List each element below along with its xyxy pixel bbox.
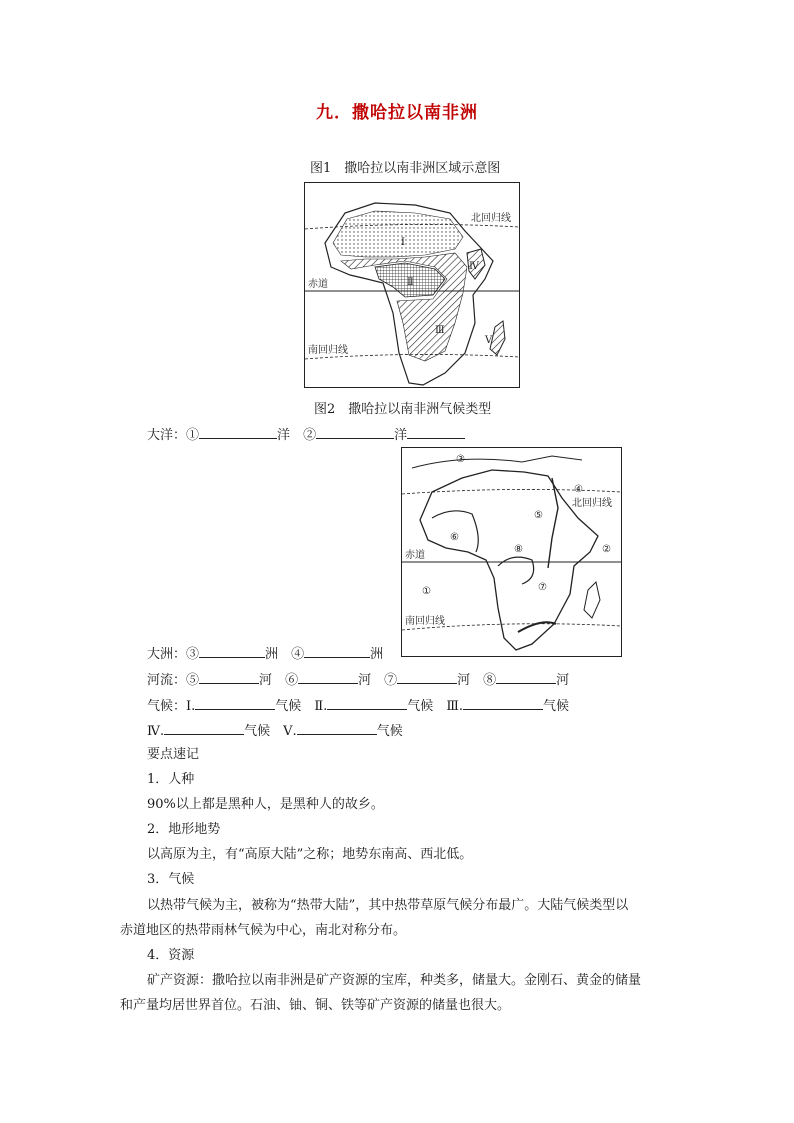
section-4-body-2: 和产量均居世界首位。石油、铀、铜、铁等矿产资源的储量也很大。 [120, 998, 511, 1013]
ocean-1-blank[interactable] [199, 424, 277, 439]
region-i [333, 211, 463, 257]
marker-1: ① [422, 586, 431, 597]
tropic-north-label: 北回归线 [471, 213, 511, 224]
climate-4-blank[interactable] [164, 720, 244, 735]
region-v [490, 321, 505, 355]
ocean-fill-line: 大洋：① 洋 ② 洋 [147, 424, 465, 443]
climate-1-blank[interactable] [195, 695, 275, 710]
notes-heading: 要点速记 [147, 747, 200, 762]
river-fill-line: 河流：⑤ 河 ⑥ 河 ⑦ 河 ⑧ 河 [147, 669, 569, 688]
region-v-label: Ⅴ [485, 335, 493, 346]
continent-1-blank[interactable] [199, 643, 265, 658]
river-1-blank[interactable] [199, 669, 259, 684]
climate-fill-line-1: 气候：Ⅰ. 气候 Ⅱ. 气候 Ⅲ. 气候 [147, 695, 569, 714]
figure-2-map [401, 447, 622, 657]
tropic-south-label-2: 南回归线 [405, 616, 445, 627]
equator-label: 赤道 [308, 279, 328, 290]
region-i-label: Ⅰ [401, 237, 405, 248]
section-2-title: 2．地形地势 [147, 822, 221, 837]
river-2-blank[interactable] [298, 669, 358, 684]
page-title: 九．撒哈拉以南非洲 [316, 103, 478, 123]
marker-4: ④ [574, 484, 583, 495]
tropic-south-label: 南回归线 [308, 345, 348, 356]
climate-2-blank[interactable] [327, 695, 407, 710]
marker-8: ⑧ [514, 544, 523, 555]
equator-label-2: 赤道 [405, 550, 425, 561]
river-3-blank[interactable] [397, 669, 457, 684]
region-ii-label: Ⅱ [407, 277, 414, 288]
africa-outline-2 [420, 470, 598, 650]
tropic-north-label-2: 北回归线 [572, 498, 612, 509]
section-4-body-1: 矿产资源：撒哈拉以南非洲是矿产资源的宝库，种类多，储量大。金刚石、黄金的储量 [147, 973, 642, 988]
ocean-extra-blank[interactable] [407, 424, 465, 439]
section-4-title: 4．资源 [147, 948, 195, 963]
section-3-body-1: 以热带气候为主，被称为“热带大陆”，其中热带草原气候分布最广。大陆气候类型以 [147, 898, 629, 913]
ocean-2-blank[interactable] [316, 424, 394, 439]
marker-5: ⑤ [534, 510, 543, 521]
climate-3-blank[interactable] [463, 695, 543, 710]
continent-fill-line: 大洲：③ 洲 ④ 洲 [147, 643, 383, 662]
climate-fill-line-2: Ⅳ. 气候 Ⅴ. 气候 [147, 720, 403, 739]
europe-coast [412, 456, 582, 468]
marker-7: ⑦ [538, 582, 547, 593]
section-3-body-2: 赤道地区的热带雨林气候为中心，南北对称分布。 [120, 923, 407, 938]
marker-2: ② [602, 544, 611, 555]
section-3-title: 3．气候 [147, 872, 195, 887]
river-4-blank[interactable] [496, 669, 556, 684]
climate-5-blank[interactable] [297, 720, 377, 735]
section-2-body: 以高原为主，有“高原大陆”之称；地势东南高、西北低。 [147, 847, 473, 862]
section-1-title: 1．人种 [147, 772, 195, 787]
figure-2-caption: 图2 撒哈拉以南非洲气候类型 [314, 402, 492, 417]
figure-1-caption: 图1 撒哈拉以南非洲区域示意图 [310, 161, 501, 176]
marker-3: ③ [456, 454, 465, 465]
region-iii-label: Ⅲ [435, 325, 445, 336]
section-1-body: 90%以上都是黑种人，是黑种人的故乡。 [147, 797, 384, 812]
madagascar [584, 582, 600, 618]
marker-6: ⑥ [450, 532, 459, 543]
region-iv-label: Ⅳ [469, 261, 479, 272]
figure-1-map [304, 182, 520, 388]
continent-2-blank[interactable] [304, 643, 370, 658]
